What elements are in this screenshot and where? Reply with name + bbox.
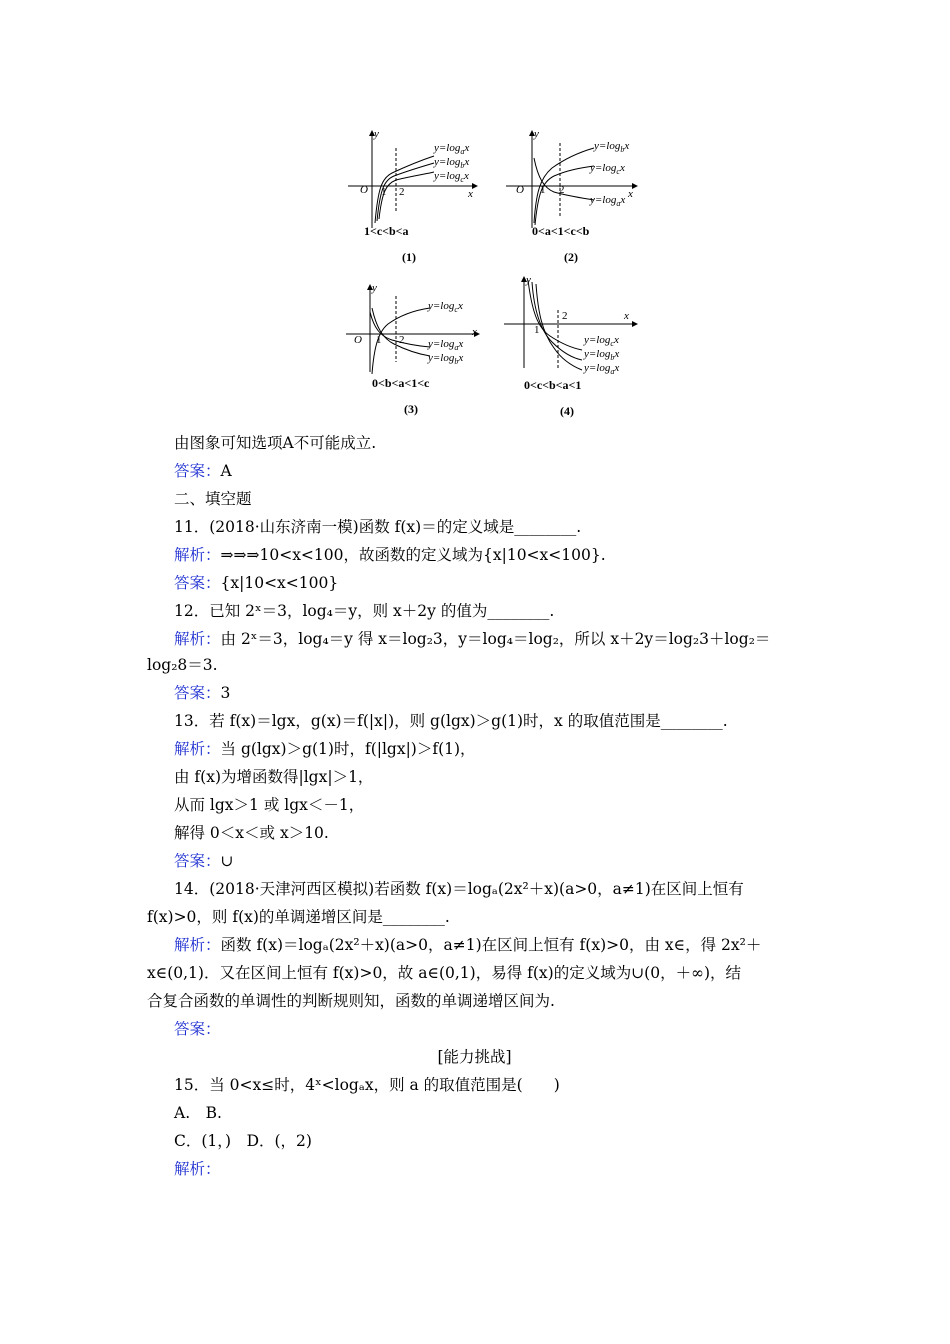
x-axis-label: x xyxy=(472,326,477,338)
analysis-text: 函数 f(x)＝logₐ(2x²＋x)(a>0，a≠1)在区间上恒有 f(x)>0，由 x∈，得 2x²＋ xyxy=(220,936,762,954)
analysis-text: ⇒⇒⇒10<x<100，故函数的定义域为{x|10<x<100}. xyxy=(220,546,606,564)
answer-label: 答案： xyxy=(174,462,221,480)
analysis-text: 当 g(lgx)＞g(1)时，f(|lgx|)＞f(1)， xyxy=(220,740,476,758)
answer-value: 3 xyxy=(220,684,231,702)
figure-condition: 0<c<b<a<1 xyxy=(524,378,582,392)
analysis-12 xyxy=(174,626,802,653)
analysis-13 xyxy=(174,736,802,763)
tick-2: 2 xyxy=(559,184,565,196)
section-ability: [能力挑战] xyxy=(437,1048,512,1066)
curve-label: $y=\log_bx$ xyxy=(594,140,630,155)
tick-1: 1 xyxy=(376,334,382,346)
analysis-12-cont: log₂8＝3. xyxy=(147,656,218,674)
curve-label: $y=\log_cx$ xyxy=(584,334,619,349)
analysis-13-l3: 从而 lgx＞1 或 lgx＜－1， xyxy=(174,796,365,814)
section-heading: 二、填空题 xyxy=(174,490,252,508)
question-12: 12．已知 2ˣ＝3，log₄＝y，则 x＋2y 的值为________. xyxy=(174,602,555,620)
figure-2 xyxy=(502,128,642,263)
analysis-14-l3: 合复合函数的单调性的判断规则知，函数的单调递增区间为. xyxy=(147,992,555,1010)
curve-label: $y=\log_ax$ xyxy=(428,338,464,353)
y-axis-label: y xyxy=(526,274,531,286)
y-axis-label: y xyxy=(534,128,539,140)
conclusion: 由图象可知选项A不可能成立. xyxy=(174,434,377,452)
graph-4 xyxy=(502,272,642,417)
curve-label: $y=\log_cx$ xyxy=(590,162,625,177)
curve-label: $y=\log_cx$ xyxy=(434,170,469,185)
curve-label: $y=\log_bx$ xyxy=(434,156,470,171)
x-axis-label: x xyxy=(628,188,633,200)
answer-value: {x|10<x<100} xyxy=(220,574,339,592)
analysis-label: 解析： xyxy=(174,740,221,758)
figure-condition: 1<c<b<a xyxy=(364,224,409,238)
figure-condition: 0<a<1<c<b xyxy=(532,224,590,238)
question-11: 11．(2018·山东济南一模)函数 f(x)＝的定义域是________. xyxy=(174,518,582,536)
tick-1: 1 xyxy=(540,184,546,196)
analysis-11 xyxy=(174,542,802,569)
x-axis-label: x xyxy=(624,310,629,322)
answer-label: 答案： xyxy=(174,852,221,870)
curve-label: $y=\log_ax$ xyxy=(584,362,620,377)
answer-10 xyxy=(174,458,802,485)
origin-label: O xyxy=(516,184,524,196)
options-cd: C．(1，) D．(，2) xyxy=(174,1132,312,1150)
x-axis-label: x xyxy=(468,188,473,200)
y-axis-label: y xyxy=(372,282,377,294)
curve-label: $y=\log_bx$ xyxy=(428,352,464,367)
figure-number: (4) xyxy=(560,404,574,418)
origin-label: O xyxy=(360,184,368,196)
question-14-cont: f(x)>0，则 f(x)的单调递增区间是________. xyxy=(147,908,450,926)
question-15: 15．当 0<x≤时，4ˣ<logₐx，则 a 的取值范围是( ) xyxy=(174,1076,560,1094)
figure-1 xyxy=(342,128,482,263)
answer-value: A xyxy=(220,462,232,480)
figure-number: (1) xyxy=(402,250,416,264)
curve-label: $y=\log_cx$ xyxy=(428,300,463,315)
analysis-label: 解析： xyxy=(174,1160,221,1178)
answer-14 xyxy=(174,1016,802,1043)
tick-2: 2 xyxy=(399,186,405,198)
question-13: 13．若 f(x)＝lgx，g(x)＝f(|x|)，则 g(lgx)＞g(1)时，x 的取值范围是________. xyxy=(174,712,728,730)
figure-number: (2) xyxy=(564,250,578,264)
analysis-13-l2: 由 f(x)为增函数得|lgx|＞1， xyxy=(174,768,374,786)
analysis-text: 由 2ˣ＝3，log₄＝y 得 x＝log₂3，y＝log₄＝log₂，所以 x＋2y＝log₂3＋log₂＝ xyxy=(220,630,771,648)
analysis-14 xyxy=(174,932,802,959)
figure-4 xyxy=(502,272,642,417)
question-14: 14．(2018·天津河西区模拟)若函数 f(x)＝logₐ(2x²＋x)(a>0，a≠1)在区间上恒有 xyxy=(174,880,744,898)
analysis-label: 解析： xyxy=(174,936,221,954)
curve-label: $y=\log_ax$ xyxy=(434,142,470,157)
answer-11 xyxy=(174,570,802,597)
tick-1: 1 xyxy=(534,324,540,336)
answer-12 xyxy=(174,680,802,707)
figure-3 xyxy=(342,282,482,417)
y-axis-label: y xyxy=(374,128,379,140)
tick-2: 2 xyxy=(399,334,405,346)
tick-1: 1 xyxy=(381,186,387,198)
origin-label: O xyxy=(354,334,362,346)
answer-13 xyxy=(174,848,802,875)
curve-label: $y=\log_ax$ xyxy=(590,194,626,209)
figure-number: (3) xyxy=(404,402,418,416)
answer-label: 答案： xyxy=(174,684,221,702)
analysis-label: 解析： xyxy=(174,630,221,648)
tick-2: 2 xyxy=(562,310,568,322)
analysis-15 xyxy=(174,1156,802,1183)
options-ab: A. B. xyxy=(174,1104,222,1122)
answer-label: 答案： xyxy=(174,574,221,592)
analysis-14-l2: x∈(0,1)．又在区间上恒有 f(x)>0，故 a∈(0,1)，易得 f(x)的定义域为∪(0，＋∞)，结 xyxy=(147,964,742,982)
figure-condition: 0<b<a<1<c xyxy=(372,376,430,390)
analysis-label: 解析： xyxy=(174,546,221,564)
answer-label: 答案： xyxy=(174,1020,221,1038)
analysis-13-l4: 解得 0＜x＜或 x＞10. xyxy=(174,824,329,842)
answer-value: ∪ xyxy=(220,852,234,870)
curve-label: $y=\log_bx$ xyxy=(584,348,620,363)
